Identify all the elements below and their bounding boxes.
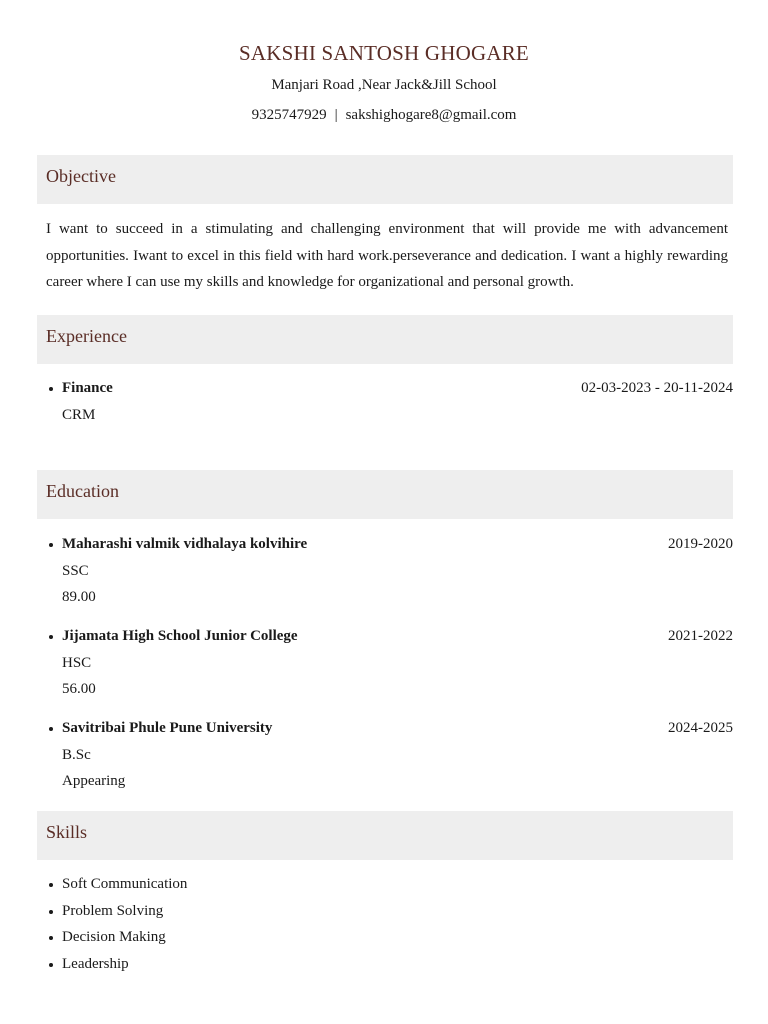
education-date: 2019-2020	[668, 536, 733, 552]
education-score: 56.00	[62, 681, 96, 697]
skill-label: Soft Communication	[62, 876, 188, 892]
education-degree: SSC	[62, 562, 89, 579]
section-title-education: Education	[46, 481, 119, 501]
experience-entry	[46, 375, 733, 428]
email-address: sakshighogare8@gmail.com	[345, 107, 517, 123]
experience-date: 02-03-2023 - 20-11-2024	[581, 380, 733, 396]
phone-number: 9325747929	[251, 107, 327, 123]
section-title-experience: Experience	[46, 326, 127, 346]
experience-role: CRM	[62, 406, 96, 423]
skills-section-header	[37, 811, 733, 860]
bullet-icon	[49, 883, 53, 887]
skill-label: Decision Making	[62, 929, 166, 945]
contact-line	[0, 107, 768, 124]
objective-text: I want to succeed in a stimulating and challenging environment that will provide me with advancement opportunities. Iwant to excel in this field with hard work.perseverance and dedication. I want a highly rewarding career where I can use my skills and knowledge for organizational and personal growth.	[46, 221, 728, 290]
education-date: 2024-2025	[668, 720, 733, 736]
bullet-icon	[49, 936, 53, 940]
address: Manjari Road ,Near Jack&Jill School	[271, 77, 497, 93]
bullet-icon	[49, 727, 53, 731]
section-title-skills: Skills	[46, 822, 88, 842]
bullet-icon	[49, 543, 53, 547]
education-school: Savitribai Phule Pune University	[62, 720, 273, 736]
list-item	[46, 898, 187, 925]
contact-separator: |	[334, 107, 338, 123]
education-degree: HSC	[62, 654, 92, 671]
list-item	[46, 951, 187, 978]
education-score: Appearing	[62, 773, 126, 789]
experience-org: Finance	[62, 380, 113, 396]
candidate-name: SAKSHI SANTOSH GHOGARE	[239, 41, 529, 65]
education-date: 2021-2022	[668, 628, 733, 644]
bullet-icon	[49, 635, 53, 639]
education-school: Maharashi valmik vidhalaya kolvihire	[62, 536, 308, 552]
skill-label: Problem Solving	[62, 902, 164, 919]
education-degree: B.Sc	[62, 746, 91, 763]
education-entry	[46, 715, 733, 795]
education-section-header	[37, 470, 733, 519]
list-item	[46, 871, 187, 898]
bullet-icon	[49, 910, 53, 914]
experience-section-header	[37, 315, 733, 364]
education-entry	[46, 531, 733, 611]
education-score: 89.00	[62, 589, 96, 605]
section-title-objective: Objective	[46, 166, 116, 186]
skills-list	[46, 871, 187, 977]
objective-section-header	[37, 155, 733, 204]
list-item	[46, 924, 187, 951]
skill-label: Leadership	[62, 955, 129, 972]
education-entry	[46, 623, 733, 703]
education-school: Jijamata High School Junior College	[62, 628, 298, 644]
bullet-icon	[49, 963, 53, 967]
bullet-icon	[49, 387, 53, 391]
